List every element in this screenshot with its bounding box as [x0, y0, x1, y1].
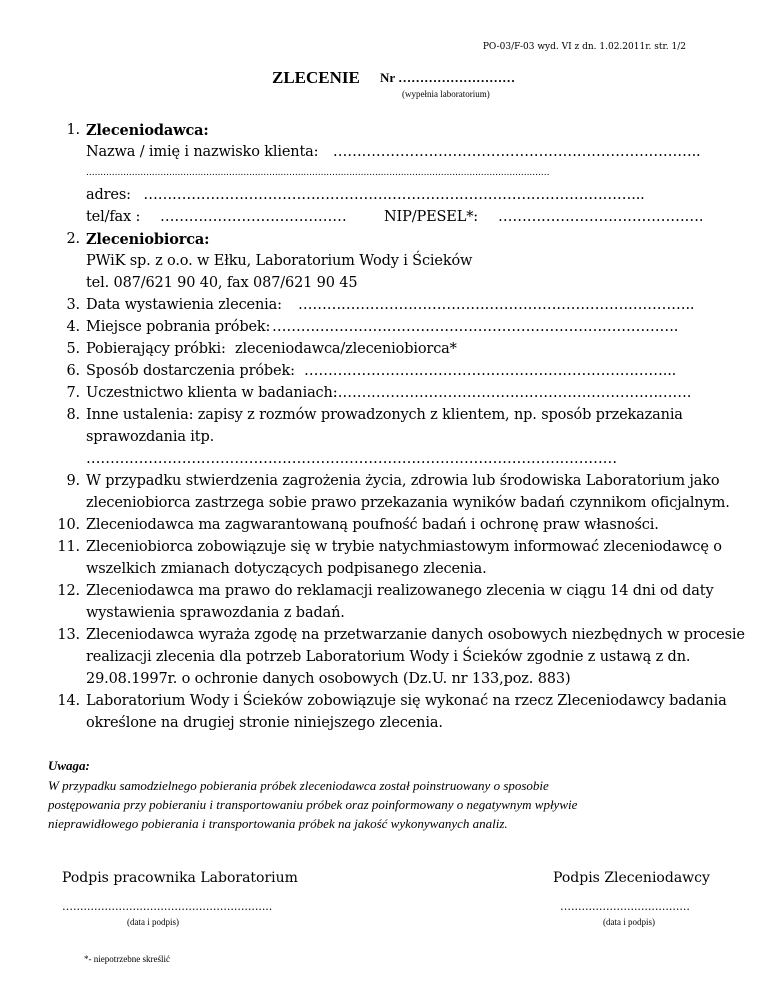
- item-text: Laboratorium Wody i Ścieków zobowiązuje się wykonać na rzecz Zleceniodawcy badania: [86, 693, 727, 709]
- item-number: 7.: [66, 385, 80, 401]
- item-number: 14.: [57, 693, 80, 709]
- client-address-row: [86, 187, 645, 203]
- item-number: 5.: [66, 341, 80, 357]
- client-tel-field: …………………………………: [160, 209, 347, 225]
- contractor-tel: tel. 087/621 90 40, fax 087/621 90 45: [86, 275, 358, 291]
- lab-signature-field: ….........................................................: [62, 900, 273, 913]
- item-number: 2.: [66, 231, 80, 247]
- item-text: Zleceniodawca ma prawo do reklamacji realizowanego zlecenia w ciągu 14 dni od daty: [86, 583, 714, 599]
- item-text: realizacji zlecenia dla potrzeb Laboratorium Wody i Ścieków zgodnie z ustawą z dn.: [86, 649, 691, 665]
- item-text: 29.08.1997r. o ochronie danych osobowych (Dz.U. nr 133,poz. 883): [86, 671, 571, 687]
- item-number: 13.: [57, 627, 80, 643]
- other-arrangements-text-2: sprawozdania itp.: [86, 429, 215, 445]
- footnote: *- niepotrzebne skreślić: [84, 954, 170, 964]
- item-text: Zleceniodawca wyraża zgodę na przetwarzanie danych osobowych niezbędnych w procesie: [86, 627, 745, 643]
- lab-signature-hint: (data i podpis): [127, 917, 179, 927]
- other-arrangements-text: Inne ustalenia: zapisy z rozmów prowadzonych z klientem, np. sposób przekazania: [86, 407, 683, 423]
- delivery-method-label: Sposób dostarczenia próbek:: [86, 363, 295, 379]
- document-reference: PO-03/F-03 wyd. VI z dn. 1.02.2011r. str. 1/2: [482, 42, 686, 52]
- client-signature-hint: (data i podpis): [603, 917, 655, 927]
- other-arrangements-field: …………………………………………………………………………………………………: [86, 451, 617, 467]
- client-heading: Zleceniodawca:: [86, 122, 209, 139]
- participation-label: Uczestnictwo klienta w badaniach:: [86, 385, 338, 401]
- item-number: 4.: [66, 319, 80, 335]
- sampler-value: zleceniodawca/zleceniobiorca*: [235, 341, 457, 357]
- item-number: 9.: [66, 473, 80, 489]
- item-number: 8.: [66, 407, 80, 423]
- participation-field: ………………………………………………………………….: [328, 385, 692, 401]
- item-text: Zleceniobiorca zobowiązuje się w trybie natychmiastowym informować zleceniodawcę o: [86, 539, 722, 555]
- note-line: postępowania przy pobieraniu i transportowaniu próbek oraz poinformowany o negatywnym wpływie: [48, 797, 578, 812]
- client-name-row: [86, 144, 701, 160]
- note-heading: Uwaga:: [48, 758, 90, 773]
- client-tel-row: [86, 209, 140, 225]
- page-title: ZLECENIE: [272, 68, 360, 87]
- note-line: nieprawidłowego pobierania i transportowania próbek na jakość wykonywanych analiz.: [48, 816, 508, 831]
- item-number: 11.: [57, 539, 80, 555]
- client-address-field: …………………………………………………………………………………………...: [143, 187, 645, 203]
- issue-date-field: ………………………………………………………………………..: [298, 297, 695, 313]
- contractor-heading: Zleceniobiorca:: [86, 231, 210, 248]
- client-signature-label: Podpis Zleceniodawcy: [553, 870, 710, 886]
- item-text: Zleceniodawca ma zagwarantowaną poufność badań i ochronę praw własności.: [86, 517, 659, 533]
- item-number: 12.: [57, 583, 80, 599]
- client-tel-label: tel/fax :: [86, 209, 141, 225]
- client-extra-field: ..................................................................................................................................................................: [86, 168, 550, 178]
- order-number-hint: (wypełnia laboratorium): [402, 89, 490, 99]
- sampling-place-field: ………………………………………………………………………….: [272, 319, 679, 335]
- client-nip-field: …………………………………….: [498, 209, 704, 225]
- note-line: W przypadku samodzielnego pobierania próbek zleceniodawca został poinstruowany o sposobie: [48, 778, 549, 793]
- client-nip-label: NIP/PESEL*:: [384, 209, 479, 225]
- item-number: 3.: [66, 297, 80, 313]
- item-text: wszelkich zmianach dotyczących podpisanego zlecenia.: [86, 561, 487, 577]
- issue-date-label: Data wystawienia zlecenia:: [86, 297, 282, 313]
- order-number-field: Nr ………………………: [380, 70, 516, 85]
- item-text: wystawienia sprawozdania z badań.: [86, 605, 345, 621]
- client-name-field: …………………………………………………………………..: [332, 144, 701, 160]
- item-number: 6.: [66, 363, 80, 379]
- contractor-org: PWiK sp. z o.o. w Ełku, Laboratorium Wody i Ścieków: [86, 253, 473, 269]
- item-text: określone na drugiej stronie niniejszego zlecenia.: [86, 715, 443, 731]
- sampling-place-label: Miejsce pobrania próbek:: [86, 319, 271, 335]
- item-text: W przypadku stwierdzenia zagrożenia życia, zdrowia lub środowiska Laboratorium jako: [86, 473, 720, 489]
- item-number: 1.: [66, 122, 80, 138]
- client-name-label: Nazwa / imię i nazwisko klienta:: [86, 144, 319, 160]
- item-text: zleceniobiorca zastrzega sobie prawo przekazania wyników badań czynnikom oficjalnym.: [86, 495, 730, 511]
- lab-signature-label: Podpis pracownika Laboratorium: [62, 870, 298, 886]
- client-address-label: adres:: [86, 187, 131, 203]
- client-signature-field: …..................................: [560, 900, 690, 913]
- delivery-method-field: …………………………………………………………………...: [304, 363, 677, 379]
- item-number: 10.: [57, 517, 80, 533]
- sampler-label: Pobierający próbki:: [86, 341, 226, 357]
